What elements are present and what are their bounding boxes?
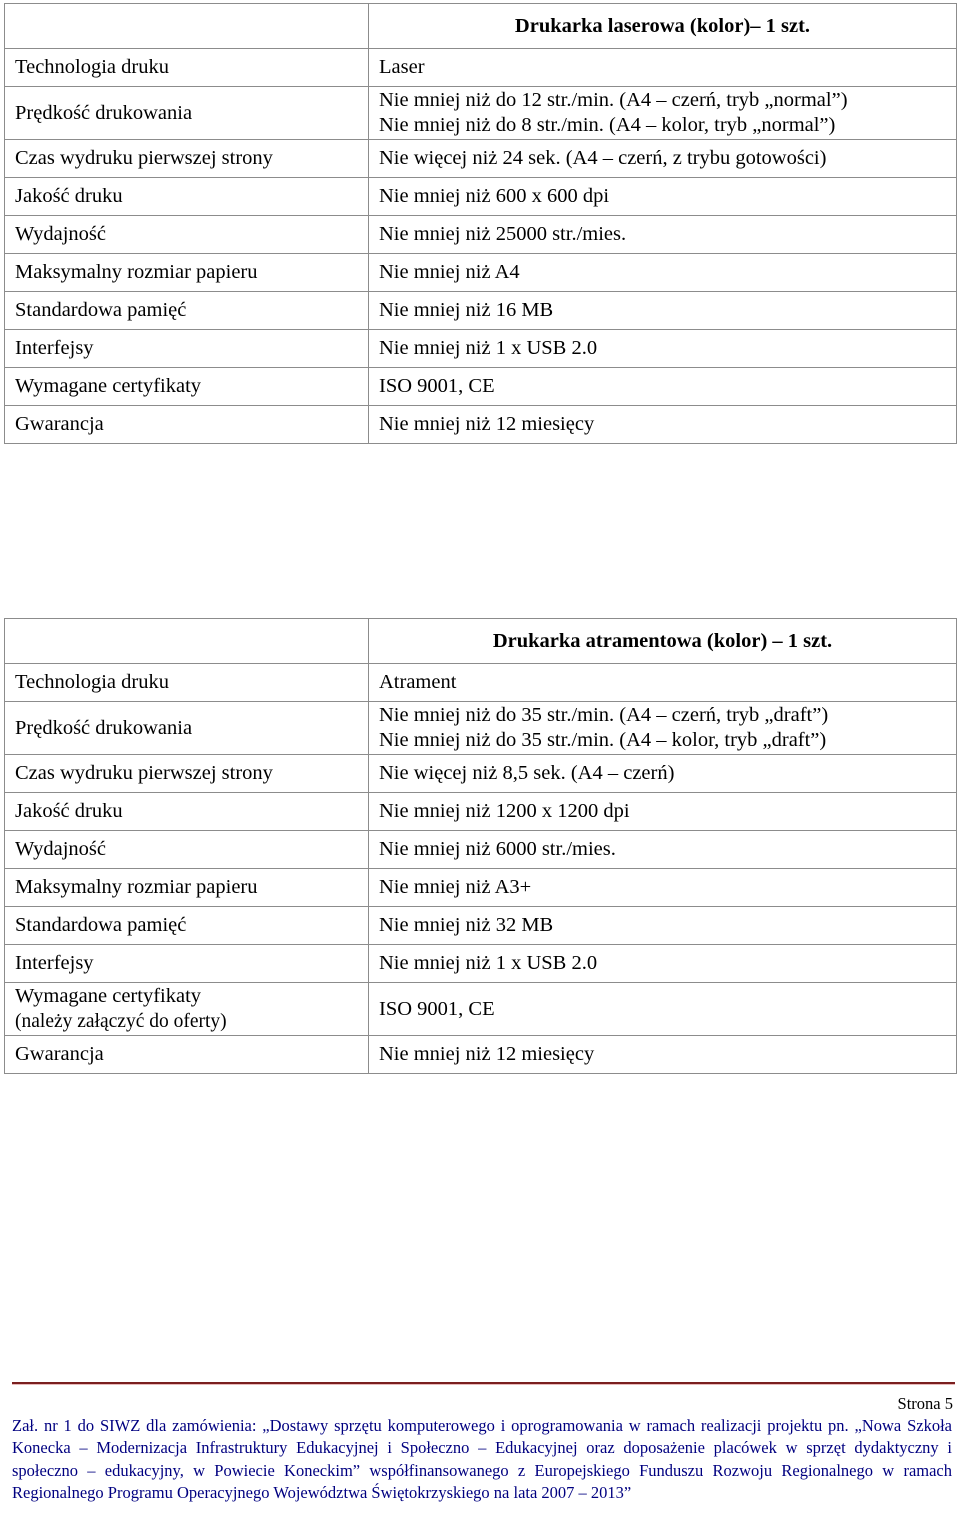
table-title: Drukarka laserowa (kolor)– 1 szt. [369,4,957,49]
table-row [5,87,957,140]
row-label: Maksymalny rozmiar papieru [5,254,369,292]
table-title-row [5,619,957,664]
row-value [369,87,957,140]
table-row [5,1036,957,1074]
row-value-line: Laser [379,56,425,78]
row-label: Wydajność [5,216,369,254]
row-label: Standardowa pamięć [5,292,369,330]
row-value-line: Nie mniej niż do 35 str./min. (A4 – czerń, tryb „draft”) [379,704,829,726]
footer-divider [12,1382,955,1385]
row-value [369,907,957,945]
row-label: Standardowa pamięć [5,907,369,945]
row-value-line: Nie mniej niż do 35 str./min. (A4 – kolor, tryb „draft”) [379,729,827,751]
row-value [369,945,957,983]
row-label: Gwarancja [5,1036,369,1074]
row-value [369,869,957,907]
row-value [369,330,957,368]
row-value-line: Nie mniej niż 1 x USB 2.0 [379,952,598,974]
row-label [5,983,369,1036]
row-label: Technologia druku [5,49,369,87]
table-row [5,178,957,216]
row-label: Prędkość drukowania [5,87,369,140]
table-row [5,664,957,702]
table-row [5,831,957,869]
table-row [5,755,957,793]
laser-printer-spec-table [4,3,957,444]
row-value-line: ISO 9001, CE [379,375,495,397]
table-row [5,368,957,406]
row-value-line: Nie mniej niż 1 x USB 2.0 [379,337,598,359]
row-label-text: Wymagane certyfikaty [15,985,202,1007]
table-row [5,292,957,330]
table-row [5,907,957,945]
table-row [5,49,957,87]
row-label: Maksymalny rozmiar papieru [5,869,369,907]
footer-text: Zał. nr 1 do SIWZ dla zamówienia: „Dostawy sprzętu komputerowego i oprogramowania w ramach realizacji projektu pn. „Nowa Szkoła Konecka – Modernizacja Infrastruktury Edukacyjnej i Społeczno – Edukacyjnej oraz doposażenie placówek w sprzęt dydaktyczny i społeczno – edukacyjny, w Powiecie Koneckim” współfinansowanego z Europejskiego Funduszu Rozwoju Regionalnego w ramach Regionalnego Programu Operacyjnego Województwa Świętokrzyskiego na lata 2007 – 2013” [12,1416,952,1502]
row-value-line: Nie mniej niż A4 [379,261,520,283]
row-value [369,793,957,831]
table-title: Drukarka atramentowa (kolor) – 1 szt. [369,619,957,664]
row-value [369,216,957,254]
table-row [5,216,957,254]
row-label: Wydajność [5,831,369,869]
row-value [369,49,957,87]
row-value [369,1036,957,1074]
table-row [5,330,957,368]
row-value-line: Nie mniej niż do 8 str./min. (A4 – kolor, tryb „normal”) [379,114,836,136]
row-label: Technologia druku [5,664,369,702]
row-label: Czas wydruku pierwszej strony [5,140,369,178]
row-value-line: Nie mniej niż 12 miesięcy [379,1043,595,1065]
row-value [369,406,957,444]
row-label: Wymagane certyfikaty [5,368,369,406]
row-value-line: Nie mniej niż 12 miesięcy [379,413,595,435]
row-value-line: Nie więcej niż 8,5 sek. (A4 – czerń) [379,762,675,784]
row-label-note: (należy załączyć do oferty) [15,1011,227,1032]
row-label: Prędkość drukowania [5,702,369,755]
table-row [5,406,957,444]
row-value-line: Nie mniej niż A3+ [379,876,532,898]
row-value-line: Nie mniej niż do 12 str./min. (A4 – czerń, tryb „normal”) [379,89,848,111]
row-label: Jakość druku [5,793,369,831]
row-label: Czas wydruku pierwszej strony [5,755,369,793]
table-row [5,793,957,831]
row-value-line: Nie mniej niż 600 x 600 dpi [379,185,610,207]
row-value [369,292,957,330]
table-row [5,254,957,292]
row-value [369,831,957,869]
table-title-blank-cell [5,619,369,664]
table-row [5,869,957,907]
row-value-line: ISO 9001, CE [379,997,495,1020]
table-title-blank-cell [5,4,369,49]
row-value [369,254,957,292]
table-row [5,945,957,983]
row-value [369,664,957,702]
row-label: Interfejsy [5,330,369,368]
row-label: Gwarancja [5,406,369,444]
row-value [369,140,957,178]
table-title-row [5,4,957,49]
row-value [369,755,957,793]
row-value [369,368,957,406]
row-value-line: Nie więcej niż 24 sek. (A4 – czerń, z trybu gotowości) [379,147,827,169]
table-row [5,983,957,1036]
row-value-line: Nie mniej niż 32 MB [379,914,554,936]
page-number: Strona 5 [897,1394,953,1413]
row-value-line: Nie mniej niż 6000 str./mies. [379,838,616,860]
row-value-line: Nie mniej niż 25000 str./mies. [379,223,627,245]
inkjet-printer-spec-table [4,618,957,1074]
row-value-line: Nie mniej niż 1200 x 1200 dpi [379,800,630,822]
row-value-line: Atrament [379,671,457,693]
row-value-line: Nie mniej niż 16 MB [379,299,554,321]
table-row [5,702,957,755]
table-row [5,140,957,178]
row-value [369,702,957,755]
row-value [369,178,957,216]
row-label: Interfejsy [5,945,369,983]
row-value [369,983,957,1036]
row-label: Jakość druku [5,178,369,216]
